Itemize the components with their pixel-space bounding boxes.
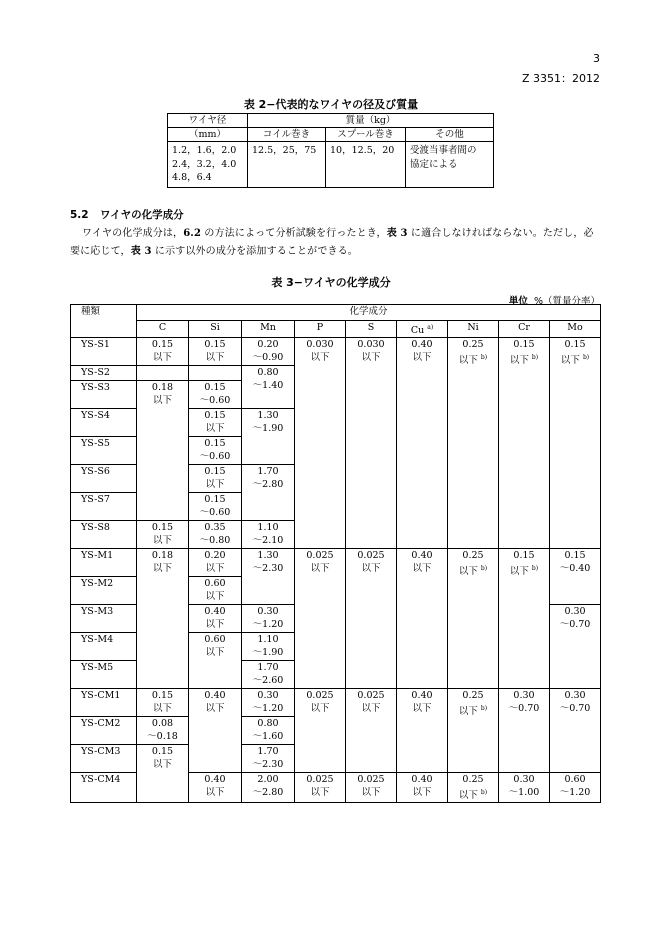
- table-cell: 0.40 以下: [189, 605, 242, 633]
- table-cell: 0.15 〜0.60: [189, 493, 242, 521]
- table-cell: [189, 366, 242, 381]
- table-cell: YS-S3: [71, 381, 137, 409]
- table2-caption: 表 2−代表的なワイヤの径及び質量: [243, 98, 419, 111]
- table-cell: YS-S8: [71, 521, 137, 549]
- table-cell: 0.40 以下: [189, 689, 242, 773]
- table-cell: 0.18 以下: [137, 381, 189, 521]
- table-row: [71, 689, 601, 717]
- table-row: [71, 338, 601, 366]
- t2-spool-values: 10，12.5，20: [326, 142, 406, 188]
- table-cell: 1.30 〜1.90: [242, 409, 295, 465]
- table-cell: 0.15 以下: [137, 521, 189, 549]
- table-cell: 0.030 以下: [295, 338, 346, 549]
- table-cell: 0.80 〜1.60: [242, 717, 295, 745]
- table-cell: 0.15 以下: [189, 409, 242, 437]
- table-cell: 1.70 〜2.30: [242, 745, 295, 773]
- table-cell: 0.025 以下: [295, 689, 346, 773]
- table-cell: 0.025 以下: [295, 773, 346, 803]
- t2-coil-header: コイル巻き: [248, 128, 326, 142]
- table-cell: 0.60 以下: [189, 577, 242, 605]
- t3-col-si: Si: [189, 321, 242, 338]
- table-cell: 0.40 以下: [397, 549, 448, 689]
- table2-wire-diameter-mass: [167, 113, 494, 188]
- t3-col-cr: Cr: [499, 321, 550, 338]
- table-cell: 0.30 〜1.00: [499, 773, 550, 803]
- table-cell: 0.25 以下 $^{b)}$: [448, 338, 499, 549]
- table-cell: YS-S7: [71, 493, 137, 521]
- table-cell: 0.15 以下: [137, 745, 189, 803]
- table-cell: [137, 366, 189, 381]
- table3-caption: 表 3−ワイヤの化学成分: [271, 276, 391, 289]
- t2-mass-header: 質量（kg）: [248, 114, 494, 128]
- t2-other-header: その他: [406, 128, 494, 142]
- table-cell: 0.30 〜0.70: [550, 689, 601, 773]
- table-cell: 0.80 〜1.40: [242, 366, 295, 409]
- table-cell: 0.15 以下: [189, 338, 242, 366]
- table3-chemical-composition: [70, 304, 601, 803]
- ref-table3: 表 3: [386, 228, 408, 239]
- table-cell: 0.15 〜0.40: [550, 549, 601, 605]
- table-cell: 0.25 以下 $^{b)}$: [448, 549, 499, 689]
- t2-unit: （mm）: [168, 128, 248, 142]
- t3-col-ni: Ni: [448, 321, 499, 338]
- table-cell: YS-M5: [71, 661, 137, 689]
- section-title: ワイヤの化学成分: [100, 209, 184, 221]
- section-number: 5.2: [70, 209, 89, 221]
- table-cell: 2.00 〜2.80: [242, 773, 295, 803]
- section-paragraph: ワイヤの化学成分は，6.2 の方法によって分析試験を行ったとき，表 3 に適合しなければならない。ただし，必要に応じて，表 3 に示す以外の成分を添加することができる。: [70, 228, 594, 257]
- table-cell: 0.40 以下: [397, 773, 448, 803]
- table-cell: YS-M3: [71, 605, 137, 633]
- t2-wire-dia-header: ワイヤ径: [168, 114, 248, 128]
- table-cell: 0.60 〜1.20: [550, 773, 601, 803]
- table-cell: 0.025 以下: [295, 549, 346, 689]
- t3-col-p: P: [295, 321, 346, 338]
- table-cell: 0.60 以下: [189, 633, 242, 689]
- table-cell: 0.025 以下: [346, 549, 397, 689]
- table-cell: YS-S5: [71, 437, 137, 465]
- table-cell: 0.40 以下: [397, 338, 448, 549]
- t3-type-header: 種類: [71, 305, 137, 338]
- table-cell: 0.15 以下 $^{b)}$: [499, 549, 550, 689]
- table-cell: YS-S4: [71, 409, 137, 437]
- t2-other-values: 受渡当事者間の 協定による: [406, 142, 494, 188]
- table-cell: YS-S2: [71, 366, 137, 381]
- document-id: Z 3351：2012: [521, 72, 600, 85]
- table-cell: 0.15 以下 $^{b)}$: [550, 338, 601, 549]
- table-cell: YS-M1: [71, 549, 137, 577]
- table-cell: 0.25 以下 $^{b)}$: [448, 773, 499, 803]
- ref-clause: 6.2: [183, 228, 202, 239]
- section-heading: [70, 207, 184, 222]
- table-cell: 0.20 〜0.90: [242, 338, 295, 366]
- table-cell: 1.30 〜2.30: [242, 549, 295, 605]
- table-cell: 0.15 以下: [137, 338, 189, 366]
- table-cell: 0.030 以下: [346, 338, 397, 549]
- table-cell: 0.40 以下: [189, 773, 242, 803]
- table-cell: 0.35 〜0.80: [189, 521, 242, 549]
- t3-col-s: S: [346, 321, 397, 338]
- table-cell: 1.10 〜2.10: [242, 521, 295, 549]
- table-cell: 0.15 〜0.60: [189, 437, 242, 465]
- table-cell: YS-CM3: [71, 745, 137, 773]
- table-cell: 0.30 〜1.20: [242, 605, 295, 633]
- table-cell: 0.18 以下: [137, 549, 189, 689]
- t3-col-mn: Mn: [242, 321, 295, 338]
- table-cell: 1.70 〜2.80: [242, 465, 295, 521]
- table-cell: YS-CM2: [71, 717, 137, 745]
- table-cell: 0.30 〜1.20: [242, 689, 295, 717]
- table-cell: YS-S1: [71, 338, 137, 366]
- ref-table3-b: 表 3: [130, 246, 152, 257]
- table-cell: YS-M2: [71, 577, 137, 605]
- table-cell: 0.20 以下: [189, 549, 242, 577]
- table-cell: 0.025 以下: [346, 689, 397, 773]
- t2-coil-values: 12.5，25，75: [248, 142, 326, 188]
- table-cell: 0.15 以下: [189, 465, 242, 493]
- page-number: 3: [593, 52, 600, 65]
- table-cell: 0.15 以下 $^{b)}$: [499, 338, 550, 549]
- t3-col-c: C: [137, 321, 189, 338]
- table-cell: 0.15 以下: [137, 689, 189, 717]
- table-cell: 0.40 以下: [397, 689, 448, 773]
- table-cell: 1.10 〜1.90: [242, 633, 295, 661]
- t3-composition-header: 化学成分: [137, 305, 601, 321]
- t3-col-cu: Cu $^{a)}$: [397, 321, 448, 338]
- table-cell: YS-M4: [71, 633, 137, 661]
- table-cell: YS-CM4: [71, 773, 137, 803]
- unit-note: 単位 %（質量分率）: [508, 296, 600, 307]
- table-cell: 1.70 〜2.60: [242, 661, 295, 689]
- table-row: [71, 549, 601, 577]
- t3-col-mo: Mo: [550, 321, 601, 338]
- table-cell: YS-CM1: [71, 689, 137, 717]
- table-cell: 0.025 以下: [346, 773, 397, 803]
- table-cell: 0.15 〜0.60: [189, 381, 242, 409]
- table-cell: 0.08 〜0.18: [137, 717, 189, 745]
- table-cell: 0.30 〜0.70: [550, 605, 601, 689]
- table-cell: YS-S6: [71, 465, 137, 493]
- table-cell: 0.30 〜0.70: [499, 689, 550, 773]
- t2-spool-header: スプール巻き: [326, 128, 406, 142]
- table-cell: 0.25 以下 $^{b)}$: [448, 689, 499, 773]
- t2-diameters: 1.2，1.6，2.0 2.4，3.2，4.0 4.8，6.4: [168, 142, 248, 188]
